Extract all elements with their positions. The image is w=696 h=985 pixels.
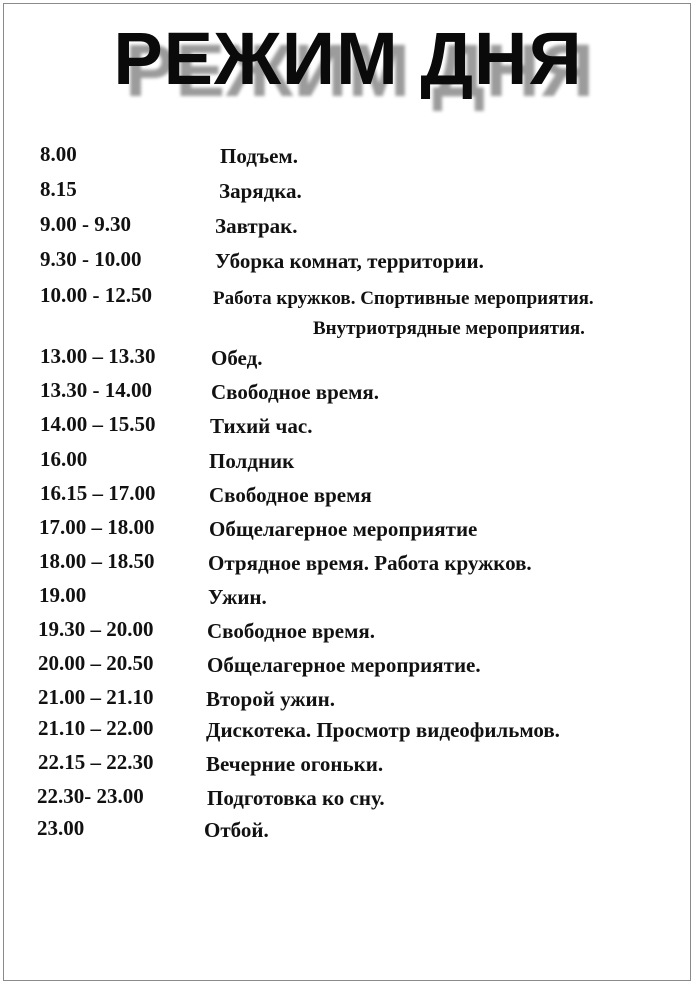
schedule-time: 22.30- 23.00	[37, 784, 144, 808]
schedule-time: 18.00 – 18.50	[39, 549, 155, 573]
schedule-time: 8.15	[40, 177, 77, 201]
schedule-activity: Ужин.	[208, 585, 267, 609]
schedule-activity: Отрядное время. Работа кружков.	[208, 551, 532, 575]
schedule-time: 21.10 – 22.00	[38, 716, 154, 740]
schedule-activity: Второй ужин.	[206, 687, 335, 711]
schedule-time: 13.00 – 13.30	[40, 344, 156, 368]
schedule-row	[0, 344, 696, 374]
schedule-row	[0, 816, 696, 846]
schedule-activity: Обед.	[211, 346, 263, 370]
schedule-row	[0, 212, 696, 242]
schedule-row	[0, 750, 696, 780]
schedule-time: 23.00	[37, 816, 85, 840]
schedule-activity: Уборка комнат, территории.	[215, 249, 484, 273]
schedule-row	[0, 412, 696, 442]
schedule-time: 19.30 – 20.00	[38, 617, 154, 641]
schedule-activity: Тихий час.	[210, 414, 313, 438]
schedule-activity: Дискотека. Просмотр видеофильмов.	[206, 718, 560, 742]
schedule-time: 20.00 – 20.50	[38, 651, 154, 675]
schedule-activity: Полдник	[209, 449, 295, 473]
schedule-time: 9.30 - 10.00	[40, 247, 142, 271]
schedule-time: 17.00 – 18.00	[39, 515, 155, 539]
schedule-activity: Отбой.	[204, 818, 269, 842]
schedule-row	[0, 378, 696, 408]
schedule-row	[0, 583, 696, 613]
schedule-activity: Общелагерное мероприятие	[209, 517, 478, 541]
schedule-activity: Работа кружков. Спортивные мероприятия.	[213, 288, 594, 309]
schedule-activity: Зарядка.	[219, 179, 302, 203]
schedule-row	[0, 716, 696, 746]
schedule-activity: Свободное время	[209, 483, 372, 507]
schedule-time: 9.00 - 9.30	[40, 212, 131, 236]
schedule-activity: Свободное время.	[207, 619, 376, 643]
schedule-row	[0, 685, 696, 715]
schedule-time: 22.15 – 22.30	[38, 750, 154, 774]
schedule-row	[0, 177, 696, 207]
schedule-activity: Завтрак.	[215, 214, 298, 238]
schedule-time: 8.00	[40, 142, 77, 166]
page-title: РЕЖИМ ДНЯ	[113, 17, 583, 100]
schedule-time: 19.00	[39, 583, 87, 607]
schedule-row	[0, 549, 696, 579]
schedule-activity: Вечерние огоньки.	[206, 752, 384, 776]
schedule-time: 14.00 – 15.50	[40, 412, 156, 436]
schedule-row	[0, 283, 696, 343]
schedule-time: 10.00 - 12.50	[40, 283, 152, 307]
schedule-activity: Подъем.	[220, 144, 298, 168]
schedule-time: 16.15 – 17.00	[40, 481, 156, 505]
schedule-time: 21.00 – 21.10	[38, 685, 154, 709]
schedule-row	[0, 515, 696, 545]
schedule-row	[0, 784, 696, 814]
schedule-time: 13.30 - 14.00	[40, 378, 152, 402]
schedule-time: 16.00	[40, 447, 88, 471]
schedule-row	[0, 447, 696, 477]
schedule-row	[0, 617, 696, 647]
schedule-row	[0, 142, 696, 172]
schedule-row	[0, 247, 696, 277]
schedule-activity-continued: Внутриотрядные мероприятия.	[313, 318, 585, 339]
schedule-activity: Подготовка ко сну.	[207, 786, 385, 810]
schedule-row	[0, 651, 696, 681]
schedule-activity: Свободное время.	[211, 380, 380, 404]
schedule-row	[0, 481, 696, 511]
schedule-activity: Общелагерное мероприятие.	[207, 653, 481, 677]
